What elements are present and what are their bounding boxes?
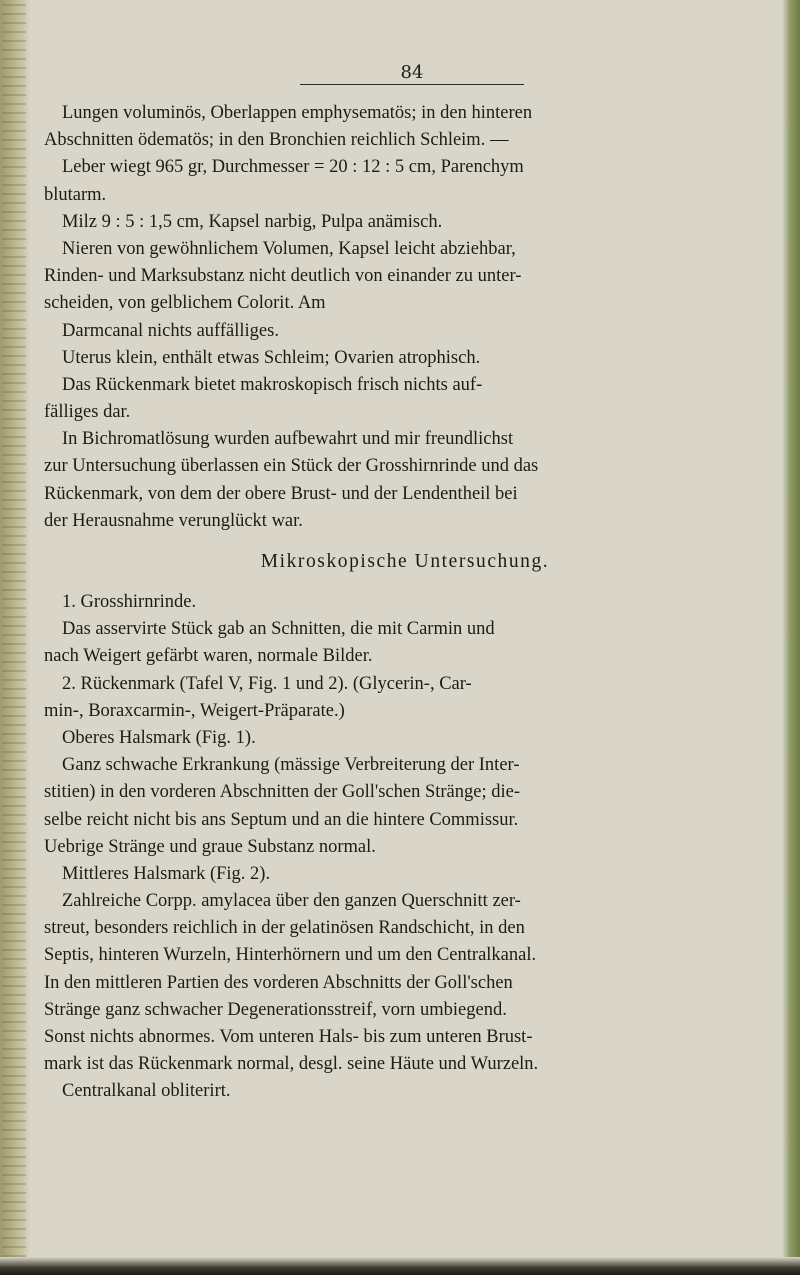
text-line: mark ist das Rückenmark normal, desgl. seine Häute und Wurzeln. [44,1054,539,1075]
section-heading: Mikroskopische Untersuchung. [260,551,550,572]
text-line: In Bichromatlösung wurden aufbewahrt und mir freundlichst [62,429,514,450]
text-line: Sonst nichts abnormes. Vom unteren Hals- bis zum unteren Brust- [44,1027,533,1047]
text-line: Abschnitten ödematös; in den Bronchien reichlich Schleim. — [44,130,509,151]
body-text [44,100,766,1106]
text-line: streut, besonders reichlich in der gelatinösen Randschicht, in den [44,918,525,939]
text-line: Leber wiegt 965 gr, Durchmesser = 20 : 12 : 5 cm, Parenchym [62,157,524,178]
text-line: scheiden, von gelblichem Colorit. Am [44,293,326,314]
text-line: Lungen voluminös, Oberlappen emphysematös; in den hinteren [62,103,533,123]
page-edge-bottom [0,1257,800,1275]
text-line: In den mittleren Partien des vorderen Abschnitts der Goll'schen [44,972,513,993]
text-line: der Herausnahme verunglückt war. [44,510,303,531]
text-line: stitien) in den vorderen Abschnitten der Goll'schen Stränge; die- [44,782,520,803]
text-line: Zahlreiche Corpp. amylacea über den ganzen Querschnitt zer- [62,891,521,912]
text-line: Oberes Halsmark (Fig. 1). [62,727,256,748]
text-line: Rinden- und Marksubstanz nicht deutlich von einander zu unter- [44,266,522,287]
text-line: Ganz schwache Erkrankung (mässige Verbreiterung der Inter- [62,755,520,776]
text-line: min-, Boraxcarmin-, Weigert-Präparate.) [44,700,345,721]
page-number: 84 [300,62,524,85]
text-line: Das Rückenmark bietet makroskopisch frisch nichts auf- [62,374,483,395]
text-line: Septis, hinteren Wurzeln, Hinterhörnern und um den Centralkanal. [44,945,537,966]
text-line: Mittleres Halsmark (Fig. 2). [62,863,271,884]
text-line: zur Untersuchung überlassen ein Stück der Grosshirnrinde und das [44,456,539,477]
text-line: 2. Rückenmark (Tafel V, Fig. 1 und 2). (Glycerin-, Car- [62,673,472,694]
text-line: Rückenmark, von dem der obere Brust- und der Lendentheil bei [44,483,518,504]
text-line: Centralkanal obliterirt. [62,1081,231,1102]
text-line: Milz 9 : 5 : 1,5 cm, Kapsel narbig, Pulpa anämisch. [62,211,443,232]
text-line: Das asservirte Stück gab an Schnitten, die mit Carmin und [62,619,495,640]
text-line: Uebrige Stränge und graue Substanz normal. [44,836,376,857]
text-line: Nieren von gewöhnlichem Volumen, Kapsel leicht abziehbar, [62,238,516,259]
page-edge-right [782,0,800,1275]
text-line: nach Weigert gefärbt waren, normale Bilder. [44,646,373,667]
text-line: blutarm. [44,184,107,205]
page-edge-texture [2,0,26,1275]
text-line: 1. Grosshirnrinde. [62,592,197,612]
text-line: Stränge ganz schwacher Degenerationsstreif, vorn umbiegend. [44,999,507,1020]
text-line: Darmcanal nichts auffälliges. [62,320,279,341]
text-line: Uterus klein, enthält etwas Schleim; Ovarien atrophisch. [62,347,481,368]
text-line: selbe reicht nicht bis ans Septum und an die hintere Commissur. [44,809,519,830]
text-line: fälliges dar. [44,402,131,423]
